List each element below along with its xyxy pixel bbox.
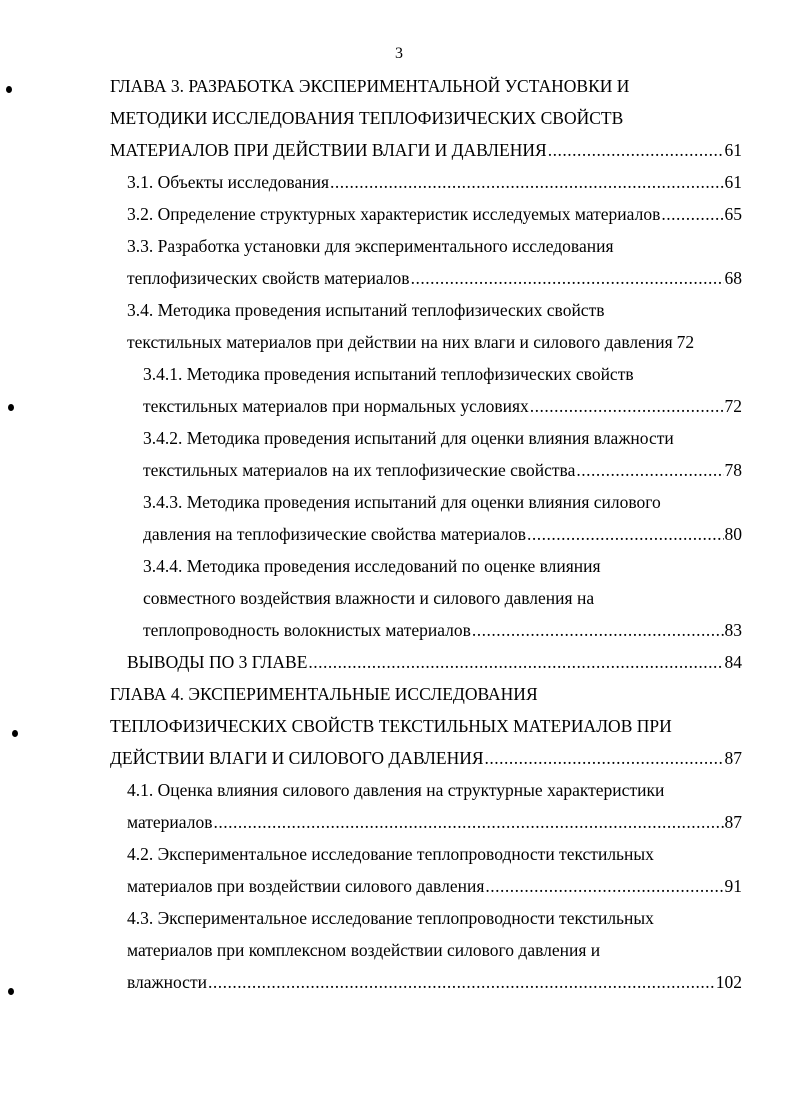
binding-hole-mark bbox=[8, 988, 14, 995]
toc-page-number: 61 bbox=[724, 172, 742, 192]
toc-section-4-3[interactable] bbox=[127, 902, 742, 998]
toc-entry-text: теплофизических свойств материалов bbox=[127, 268, 410, 288]
toc-entry-text: 4.2. Экспериментальное исследование теплопроводности текстильных bbox=[127, 844, 654, 864]
toc-subsection-3-4-4[interactable] bbox=[143, 550, 742, 646]
binding-hole-mark bbox=[12, 730, 18, 737]
toc-page-number: 78 bbox=[724, 460, 742, 480]
toc-entry-text: 3.4.2. Методика проведения испытаний для оценки влияния влажности bbox=[143, 428, 674, 448]
toc-chapter-4[interactable] bbox=[110, 678, 742, 774]
toc-entry-text: совместного воздействия влажности и силового давления на bbox=[143, 588, 595, 608]
toc-section-3-1[interactable] bbox=[127, 166, 742, 198]
toc-entry-text: текстильных материалов при действии на них влаги и силового давления bbox=[127, 332, 673, 352]
toc-page-number: 72 bbox=[724, 396, 742, 416]
toc-page-number: 83 bbox=[724, 620, 742, 640]
dot-leader bbox=[548, 134, 724, 166]
toc-entry-text: ВЫВОДЫ ПО 3 ГЛАВЕ bbox=[127, 652, 308, 672]
dot-leader bbox=[527, 518, 724, 550]
toc-entry-text: 3.1. Объекты исследования bbox=[127, 172, 330, 192]
toc-page-number: 68 bbox=[724, 268, 742, 288]
toc-entry-text: материалов при комплексном воздействии силового давления и bbox=[127, 940, 601, 960]
toc-section-4-1[interactable] bbox=[127, 774, 742, 838]
dot-leader bbox=[411, 262, 724, 294]
binding-hole-mark bbox=[8, 404, 14, 411]
toc-entry-text: давления на теплофизические свойства материалов bbox=[143, 524, 526, 544]
toc-section-3-3[interactable] bbox=[127, 230, 742, 294]
toc-page-number: 65 bbox=[724, 204, 742, 224]
binding-hole-mark bbox=[6, 86, 12, 93]
dot-leader bbox=[308, 646, 723, 678]
toc-entry-text: 3.4. Методика проведения испытаний теплофизических свойств bbox=[127, 300, 605, 320]
toc-entry-text: материалов при воздействии силового давления bbox=[127, 876, 485, 896]
toc-entry-text: 4.1. Оценка влияния силового давления на структурные характеристики bbox=[127, 780, 665, 800]
dot-leader bbox=[576, 454, 723, 486]
toc-subsection-3-4-3[interactable] bbox=[143, 486, 742, 550]
toc-conclusions-3[interactable] bbox=[127, 646, 742, 678]
toc-entry-text: 3.4.3. Методика проведения испытаний для оценки влияния силового bbox=[143, 492, 661, 512]
dot-leader bbox=[330, 166, 723, 198]
dot-leader bbox=[485, 742, 724, 774]
toc-chapter-3[interactable] bbox=[110, 70, 742, 166]
dot-leader bbox=[661, 198, 723, 230]
toc-entry-text: ТЕПЛОФИЗИЧЕСКИХ СВОЙСТВ ТЕКСТИЛЬНЫХ МАТЕРИАЛОВ ПРИ bbox=[110, 716, 672, 736]
dot-leader bbox=[208, 966, 715, 998]
toc-entry-text: МЕТОДИКИ ИССЛЕДОВАНИЯ ТЕПЛОФИЗИЧЕСКИХ СВОЙСТВ bbox=[110, 108, 624, 128]
toc-section-3-4[interactable] bbox=[127, 294, 742, 358]
toc-entry-text: 3.2. Определение структурных характеристик исследуемых материалов bbox=[127, 204, 661, 224]
toc-section-3-2[interactable] bbox=[127, 198, 742, 230]
toc-entry-text: 3.4.4. Методика проведения исследований по оценке влияния bbox=[143, 556, 601, 576]
toc-entry-text: ДЕЙСТВИИ ВЛАГИ И СИЛОВОГО ДАВЛЕНИЯ bbox=[110, 748, 484, 768]
dot-leader bbox=[485, 870, 723, 902]
toc-entry-text: текстильных материалов на их теплофизические свойства bbox=[143, 460, 576, 480]
dot-leader bbox=[472, 614, 724, 646]
dot-leader bbox=[530, 390, 724, 422]
toc-page-number: 72 bbox=[676, 332, 695, 352]
toc-subsection-3-4-2[interactable] bbox=[143, 422, 742, 486]
toc-page-number: 80 bbox=[724, 524, 742, 544]
toc-entry-text: влажности bbox=[127, 972, 207, 992]
toc-entry-text: текстильных материалов при нормальных условиях bbox=[143, 396, 529, 416]
toc-entry-text: теплопроводность волокнистых материалов bbox=[143, 620, 471, 640]
dot-leader bbox=[213, 806, 723, 838]
toc-entry-text: МАТЕРИАЛОВ ПРИ ДЕЙСТВИИ ВЛАГИ И ДАВЛЕНИЯ bbox=[110, 140, 547, 160]
toc-subsection-3-4-1[interactable] bbox=[143, 358, 742, 422]
toc-page-number: 87 bbox=[724, 748, 742, 768]
toc-page-number: 84 bbox=[724, 652, 742, 672]
toc-entry-text: 3.3. Разработка установки для экспериментального исследования bbox=[127, 236, 614, 256]
toc-entry-text: ГЛАВА 3. РАЗРАБОТКА ЭКСПЕРИМЕНТАЛЬНОЙ УСТАНОВКИ И bbox=[110, 76, 630, 96]
toc-entry-text: 4.3. Экспериментальное исследование теплопроводности текстильных bbox=[127, 908, 654, 928]
toc-entry-text: материалов bbox=[127, 812, 213, 832]
page-number: 3 bbox=[395, 45, 403, 62]
toc-page-number: 61 bbox=[724, 140, 742, 160]
toc-page-number: 102 bbox=[715, 972, 742, 992]
toc-page-number: 87 bbox=[724, 812, 742, 832]
toc-entry-text: 3.4.1. Методика проведения испытаний теплофизических свойств bbox=[143, 364, 634, 384]
toc-section-4-2[interactable] bbox=[127, 838, 742, 902]
toc-page-number: 91 bbox=[724, 876, 742, 896]
toc-entry-text: ГЛАВА 4. ЭКСПЕРИМЕНТАЛЬНЫЕ ИССЛЕДОВАНИЯ bbox=[110, 684, 538, 704]
